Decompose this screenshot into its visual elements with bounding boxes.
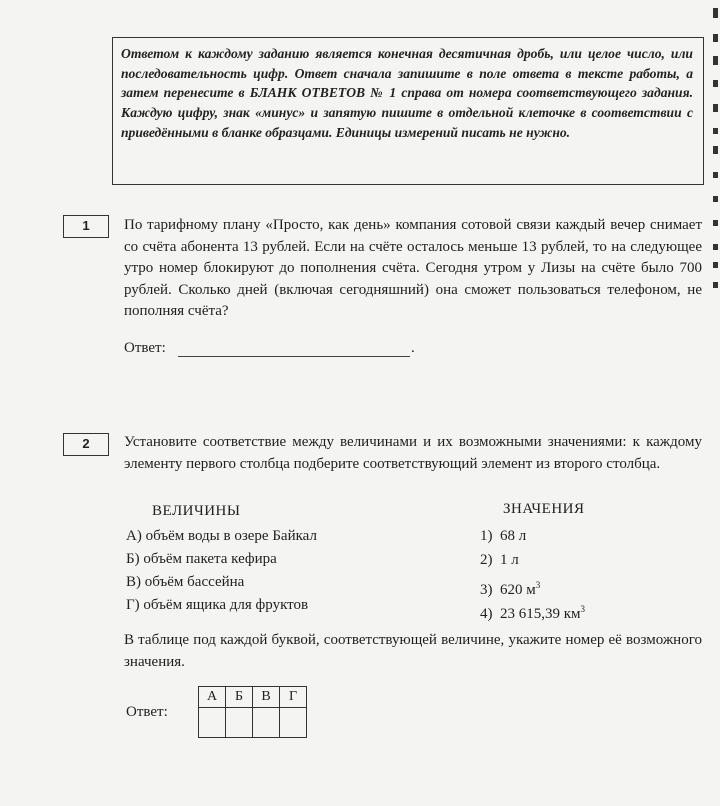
value-text: 68 л (500, 528, 527, 544)
quantity-text: объём ящика для фруктов (143, 597, 309, 613)
value-number: 2) (480, 552, 493, 568)
quantity-row (126, 549, 277, 569)
quantity-text: объём воды в озере Байкал (145, 528, 317, 544)
answer-cell-v[interactable] (253, 708, 280, 738)
quantity-row (126, 572, 244, 592)
value-text: 23 615,39 км (500, 606, 581, 622)
instructions-box: Ответом к каждому заданию является конечная десятичная дробь, или целое число, или последовательность цифр. Ответ сначала запишите в поле ответа в тексте работы, а затем перенесите в БЛАНК ОТВЕТОВ № 1 справа от номера соответствующего задания. Каждую цифру, знак «минус» и запятую пишите в отдельной клеточке в соответствии с приведёнными в бланке образцами. Единицы измерений писать не нужно. (112, 37, 704, 185)
task-2-footer: В таблице под каждой буквой, соответствующей величине, укажите номер её возможного значения. (124, 632, 702, 670)
answer-table-header: Б (226, 687, 253, 708)
quantities-header: ВЕЛИЧИНЫ (152, 503, 241, 519)
answer-table-header: В (253, 687, 280, 708)
scan-edge-mark (713, 56, 718, 65)
answer-table (198, 686, 307, 738)
value-row (480, 526, 526, 546)
answer-cell-g[interactable] (280, 708, 307, 738)
scan-edge-mark (713, 172, 718, 178)
scan-edge-mark (713, 146, 718, 154)
answer-cell-a[interactable] (199, 708, 226, 738)
answer-cell-b[interactable] (226, 708, 253, 738)
task-2-text: Установите соответствие между величинами и их возможными значениями: к каждому элементу первого столбца подберите соответствующий элемент из второго столбца. (124, 434, 702, 472)
values-header: ЗНАЧЕНИЯ (503, 501, 585, 517)
task-2-answer-label: Ответ: (126, 704, 168, 720)
task-1-answer-field[interactable] (178, 356, 410, 357)
quantity-letter: Б) (126, 551, 140, 567)
value-row (480, 575, 540, 600)
quantity-letter: Г) (126, 597, 140, 613)
task-1-answer-label: Ответ: (124, 340, 166, 356)
value-number: 4) (480, 606, 493, 622)
task-1-answer-period: . (411, 340, 415, 356)
scan-edge-mark (713, 196, 718, 202)
value-exponent: 3 (580, 604, 586, 614)
scan-edge-mark (713, 244, 718, 250)
scan-edge-mark (713, 262, 718, 268)
quantity-text: объём пакета кефира (143, 551, 277, 567)
quantity-letter: В) (126, 574, 141, 590)
scan-edge-mark (713, 220, 718, 226)
quantity-row (126, 526, 317, 546)
value-number: 3) (480, 582, 493, 598)
scan-edge-mark (713, 104, 718, 112)
quantity-text: объём бассейна (144, 574, 245, 590)
answer-table-header: А (199, 687, 226, 708)
value-exponent: 3 (535, 580, 541, 590)
scan-edge-mark (713, 34, 718, 42)
answer-table-header: Г (280, 687, 307, 708)
scan-edge-mark (713, 8, 718, 18)
value-number: 1) (480, 528, 493, 544)
task-number-2: 2 (63, 433, 109, 456)
scan-edge-mark (713, 80, 718, 87)
task-1-text: По тарифному плану «Просто, как день» компания сотовой связи каждый вечер снимает со счёта абонента 13 рублей. Если на счёте осталось меньше 13 рублей, то на следующее утро номер блокируют до пополнения счёта. Сегодня утром у Лизы на счёте было 700 рублей. Сколько дней (включая сегодняшний) она сможет пользоваться телефоном, не пополняя счёта? (124, 217, 702, 319)
scan-edge-mark (713, 282, 718, 288)
task-number-1: 1 (63, 215, 109, 238)
value-row (480, 550, 519, 570)
scan-edge-mark (713, 128, 718, 134)
value-row (480, 599, 585, 624)
quantity-letter: А) (126, 528, 142, 544)
value-text: 1 л (500, 552, 519, 568)
quantity-row (126, 595, 308, 615)
value-text: 620 м (500, 582, 536, 598)
